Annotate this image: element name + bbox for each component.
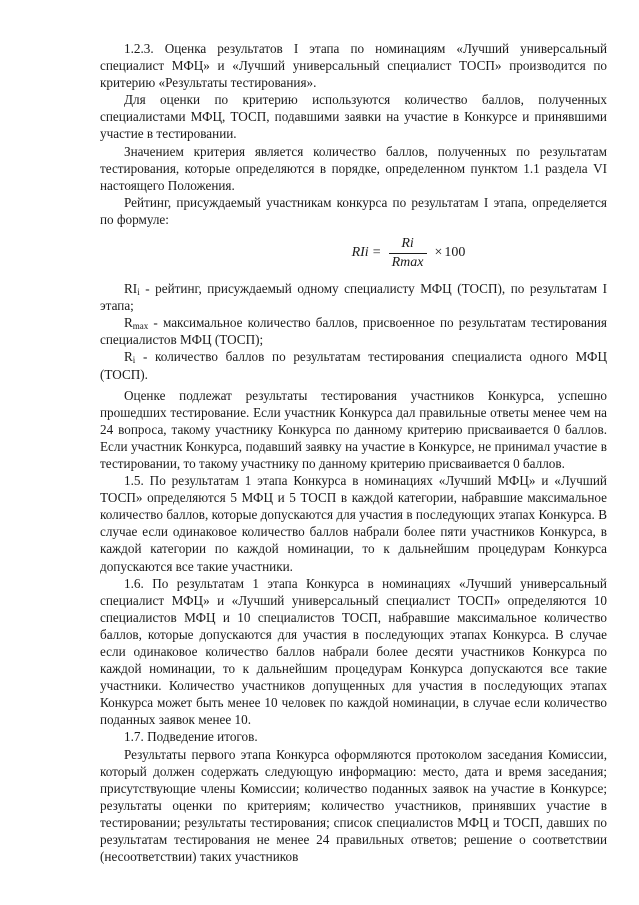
formula-denominator: Rmax <box>391 254 424 270</box>
paragraph-testing-evaluation: Оценке подлежат результаты тестирования участников Конкурса, успешно прошедших тестирование. Если участник Конкурса дал правильные ответы менее чем на 24 вопроса, такому участнику Конкурса по данному критерию присваивается 0 баллов. Если участник Конкурса, подавший заявку на участие в Конкурсе, не принимал участие в тестировании, то такому участнику по данному критерию присваивается 0 баллов. <box>100 387 607 471</box>
formula-times: × <box>434 245 443 261</box>
formula-numerator: Ri <box>401 235 414 251</box>
rating-formula <box>210 230 607 276</box>
paragraph-rating-formula-intro: Рейтинг, присуждаемый участникам конкурса по результатам I этапа, определяется по формуле: <box>100 194 607 227</box>
paragraph-criterion-value: Значением критерия является количество баллов, полученных по результатам тестирования, которые определяются в порядке, определенном пунктом 1.1 раздела VI настоящего Положения. <box>100 143 607 193</box>
definition-ri: $R_i$ - количество баллов по результатам тестирования специалиста одного МФЦ (ТОСП). <box>100 349 607 382</box>
formula-equals: = <box>372 245 381 261</box>
paragraph-results-protocol: Результаты первого этапа Конкурса оформляются протоколом заседания Комиссии, который должен содержать следующую информацию: место, дата и время заседания; присутствующие члены Комиссии; количество поданных заявок на участие в Конкурсе; результаты оценки по критериям; количество участников, принявших участие в тестировании; результаты тестирования; список специалистов МФЦ и ТОСП, давших по результатам тестирования не менее 24 правильных ответов; решение о соответствии (несоответствии) таких участников <box>100 746 607 865</box>
formula-fraction <box>389 236 427 271</box>
paragraph-1-6: 1.6. По результатам 1 этапа Конкурса в номинациях «Лучший универсальный специалист МФЦ» и «Лучший универсальный специалист ТОСП» определяются 10 специалистов МФЦ и 10 специалистов ТОСП, набравшие максимальное количество баллов, которые допускаются для участия в последующих этапах Конкурса. В случае если одинаковое количество баллов набрали более десяти участников Конкурса по каждой номинации, то к дальнейшим процедурам Конкурса допускаются все такие участники. Количество участников допущенных для участия в последующих этапах Конкурса может быть менее 10 человек по каждой номинации, в случае если количество поданных заявок менее 10. <box>100 575 607 728</box>
paragraph-1-5: 1.5. По результатам 1 этапа Конкурса в номинациях «Лучший МФЦ» и «Лучший ТОСП» определяются 5 МФЦ и 5 ТОСП в каждой категории, набравшие максимальное количество баллов, которые допускаются для участия в последующих этапах Конкурса. В случае если одинаковое количество баллов набрали более пяти участников Конкурса, в каждой категории по каждой номинации, то к дальнейшим процедурам Конкурса допускаются все такие участники. <box>100 473 607 574</box>
formula-factor: 100 <box>444 245 466 261</box>
paragraph-1-7-heading: 1.7. Подведение итогов. <box>124 729 258 745</box>
definition-rmax: $R_{max}$ - максимальное количество баллов, присвоенное по результатам тестирования специалистов МФЦ (ТОСП); <box>100 315 607 348</box>
formula-lhs: RIi <box>351 245 369 261</box>
paragraph-criterion-usage: Для оценки по критерию используются количество баллов, полученных специалистами МФЦ, ТОСП, подавшими заявки на участие в Конкурсе и принявшими участие в тестировании. <box>100 92 607 142</box>
fraction-bar <box>389 253 427 254</box>
paragraph-1-2-3: 1.2.3. Оценка результатов I этапа по номинациям «Лучший универсальный специалист МФЦ» и «Лучший универсальный специалист ТОСП» производится по критерию «Результаты тестирования». <box>100 41 607 91</box>
definition-rli: $RI_i$ - рейтинг, присуждаемый одному специалисту МФЦ (ТОСП), по результатам I этапа; <box>100 281 607 314</box>
